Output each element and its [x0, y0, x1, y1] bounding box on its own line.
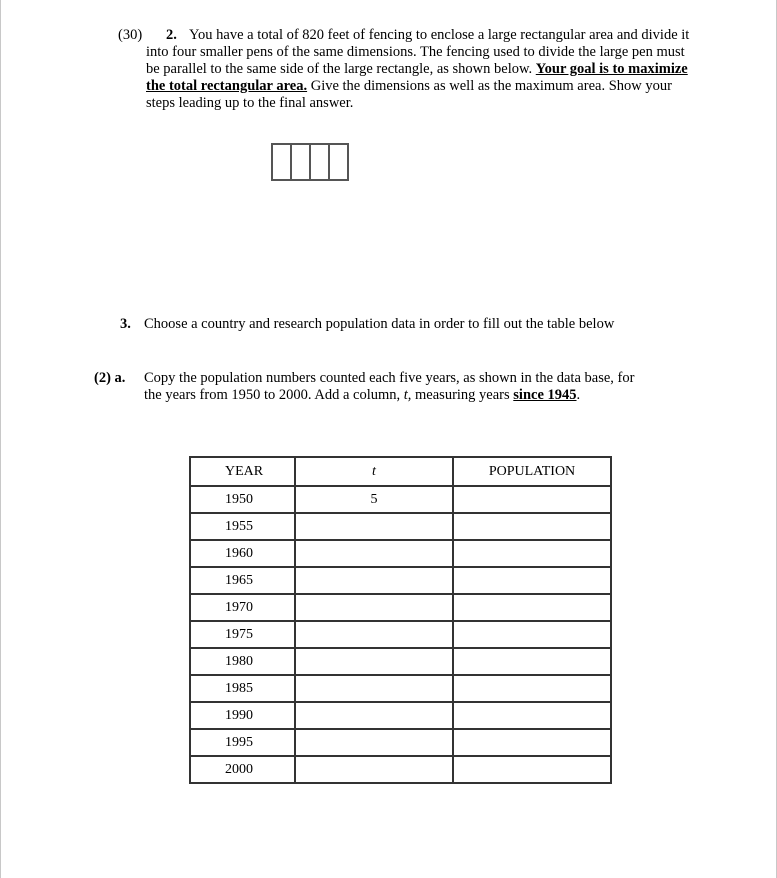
question-2-line-3-text: be parallel to the same side of the large rectangle, as shown below. — [146, 61, 533, 77]
table-row — [190, 729, 611, 756]
question-2-line-2: into four smaller pens of the same dimensions. The fencing used to divide the large pen must — [146, 44, 685, 60]
t-cell[interactable] — [295, 729, 453, 756]
population-cell[interactable] — [453, 594, 611, 621]
year-header: YEAR — [190, 457, 295, 486]
question-3a-points: (2) a. — [94, 370, 126, 386]
year-cell: 1965 — [190, 567, 295, 594]
question-3a-period: . — [576, 387, 581, 403]
table-row — [190, 540, 611, 567]
t-cell[interactable] — [295, 540, 453, 567]
t-cell[interactable] — [295, 513, 453, 540]
table-row — [190, 702, 611, 729]
population-cell[interactable] — [453, 567, 611, 594]
population-cell[interactable] — [453, 621, 611, 648]
table-row — [190, 513, 611, 540]
question-3-number: 3. — [120, 316, 131, 332]
population-cell[interactable] — [453, 756, 611, 783]
table-row — [190, 648, 611, 675]
table-row — [190, 675, 611, 702]
t-cell[interactable] — [295, 621, 453, 648]
question-2-line-4 — [118, 78, 738, 95]
t-cell[interactable] — [295, 702, 453, 729]
question-2-line-4-text: Give the dimensions as well as the maximum area. Show your — [310, 78, 672, 94]
pen-diagram — [271, 143, 349, 181]
question-2-line-3 — [118, 61, 738, 78]
pen-cell — [311, 145, 330, 179]
table-row — [190, 567, 611, 594]
year-cell: 1995 — [190, 729, 295, 756]
since-1945-emphasis: since 1945 — [513, 387, 577, 403]
question-3a — [94, 370, 734, 404]
table-row — [190, 486, 611, 513]
table-row — [190, 756, 611, 783]
t-cell[interactable] — [295, 675, 453, 702]
population-header: POPULATION — [453, 457, 611, 486]
question-2-line-1: You have a total of 820 feet of fencing to enclose a large rectangular area and divide it — [189, 27, 690, 43]
population-cell[interactable] — [453, 540, 611, 567]
question-2-goal-emphasis-2: the total rectangular area. — [146, 78, 308, 94]
table-row — [190, 621, 611, 648]
question-2-line-5: steps leading up to the final answer. — [146, 95, 354, 111]
year-cell: 1970 — [190, 594, 295, 621]
year-cell: 1990 — [190, 702, 295, 729]
question-2 — [118, 27, 738, 112]
question-3a-line-2-mid: measuring years — [415, 387, 510, 403]
t-cell[interactable] — [295, 648, 453, 675]
question-2-points: (30) — [118, 27, 143, 43]
question-3a-line-1: Copy the population numbers counted each five years, as shown in the data base, for — [144, 370, 635, 386]
question-3-text: Choose a country and research population data in order to fill out the table below — [144, 316, 615, 332]
population-table — [189, 456, 612, 784]
population-cell[interactable] — [453, 675, 611, 702]
year-cell: 2000 — [190, 756, 295, 783]
pen-cell — [330, 145, 347, 179]
t-variable: t, — [403, 387, 412, 403]
population-cell[interactable] — [453, 648, 611, 675]
year-cell: 1960 — [190, 540, 295, 567]
table-body — [190, 486, 611, 783]
population-cell[interactable] — [453, 729, 611, 756]
year-cell: 1950 — [190, 486, 295, 513]
population-cell[interactable] — [453, 486, 611, 513]
year-cell: 1980 — [190, 648, 295, 675]
pen-cell — [292, 145, 311, 179]
t-header: t — [295, 457, 453, 486]
table-row — [190, 594, 611, 621]
year-cell: 1955 — [190, 513, 295, 540]
population-cell[interactable] — [453, 702, 611, 729]
t-cell[interactable] — [295, 594, 453, 621]
question-2-goal-emphasis-1: Your goal is to maximize — [535, 61, 688, 77]
question-3a-line-2 — [94, 387, 734, 404]
year-cell: 1975 — [190, 621, 295, 648]
year-cell: 1985 — [190, 675, 295, 702]
t-cell[interactable]: 5 — [295, 486, 453, 513]
question-2-number: 2. — [166, 27, 177, 43]
question-3a-line-2-text: the years from 1950 to 2000. Add a column, — [144, 387, 401, 403]
question-3 — [120, 316, 614, 333]
t-cell[interactable] — [295, 567, 453, 594]
table-header-row — [190, 457, 611, 486]
population-cell[interactable] — [453, 513, 611, 540]
t-cell[interactable] — [295, 756, 453, 783]
pen-cell — [273, 145, 292, 179]
